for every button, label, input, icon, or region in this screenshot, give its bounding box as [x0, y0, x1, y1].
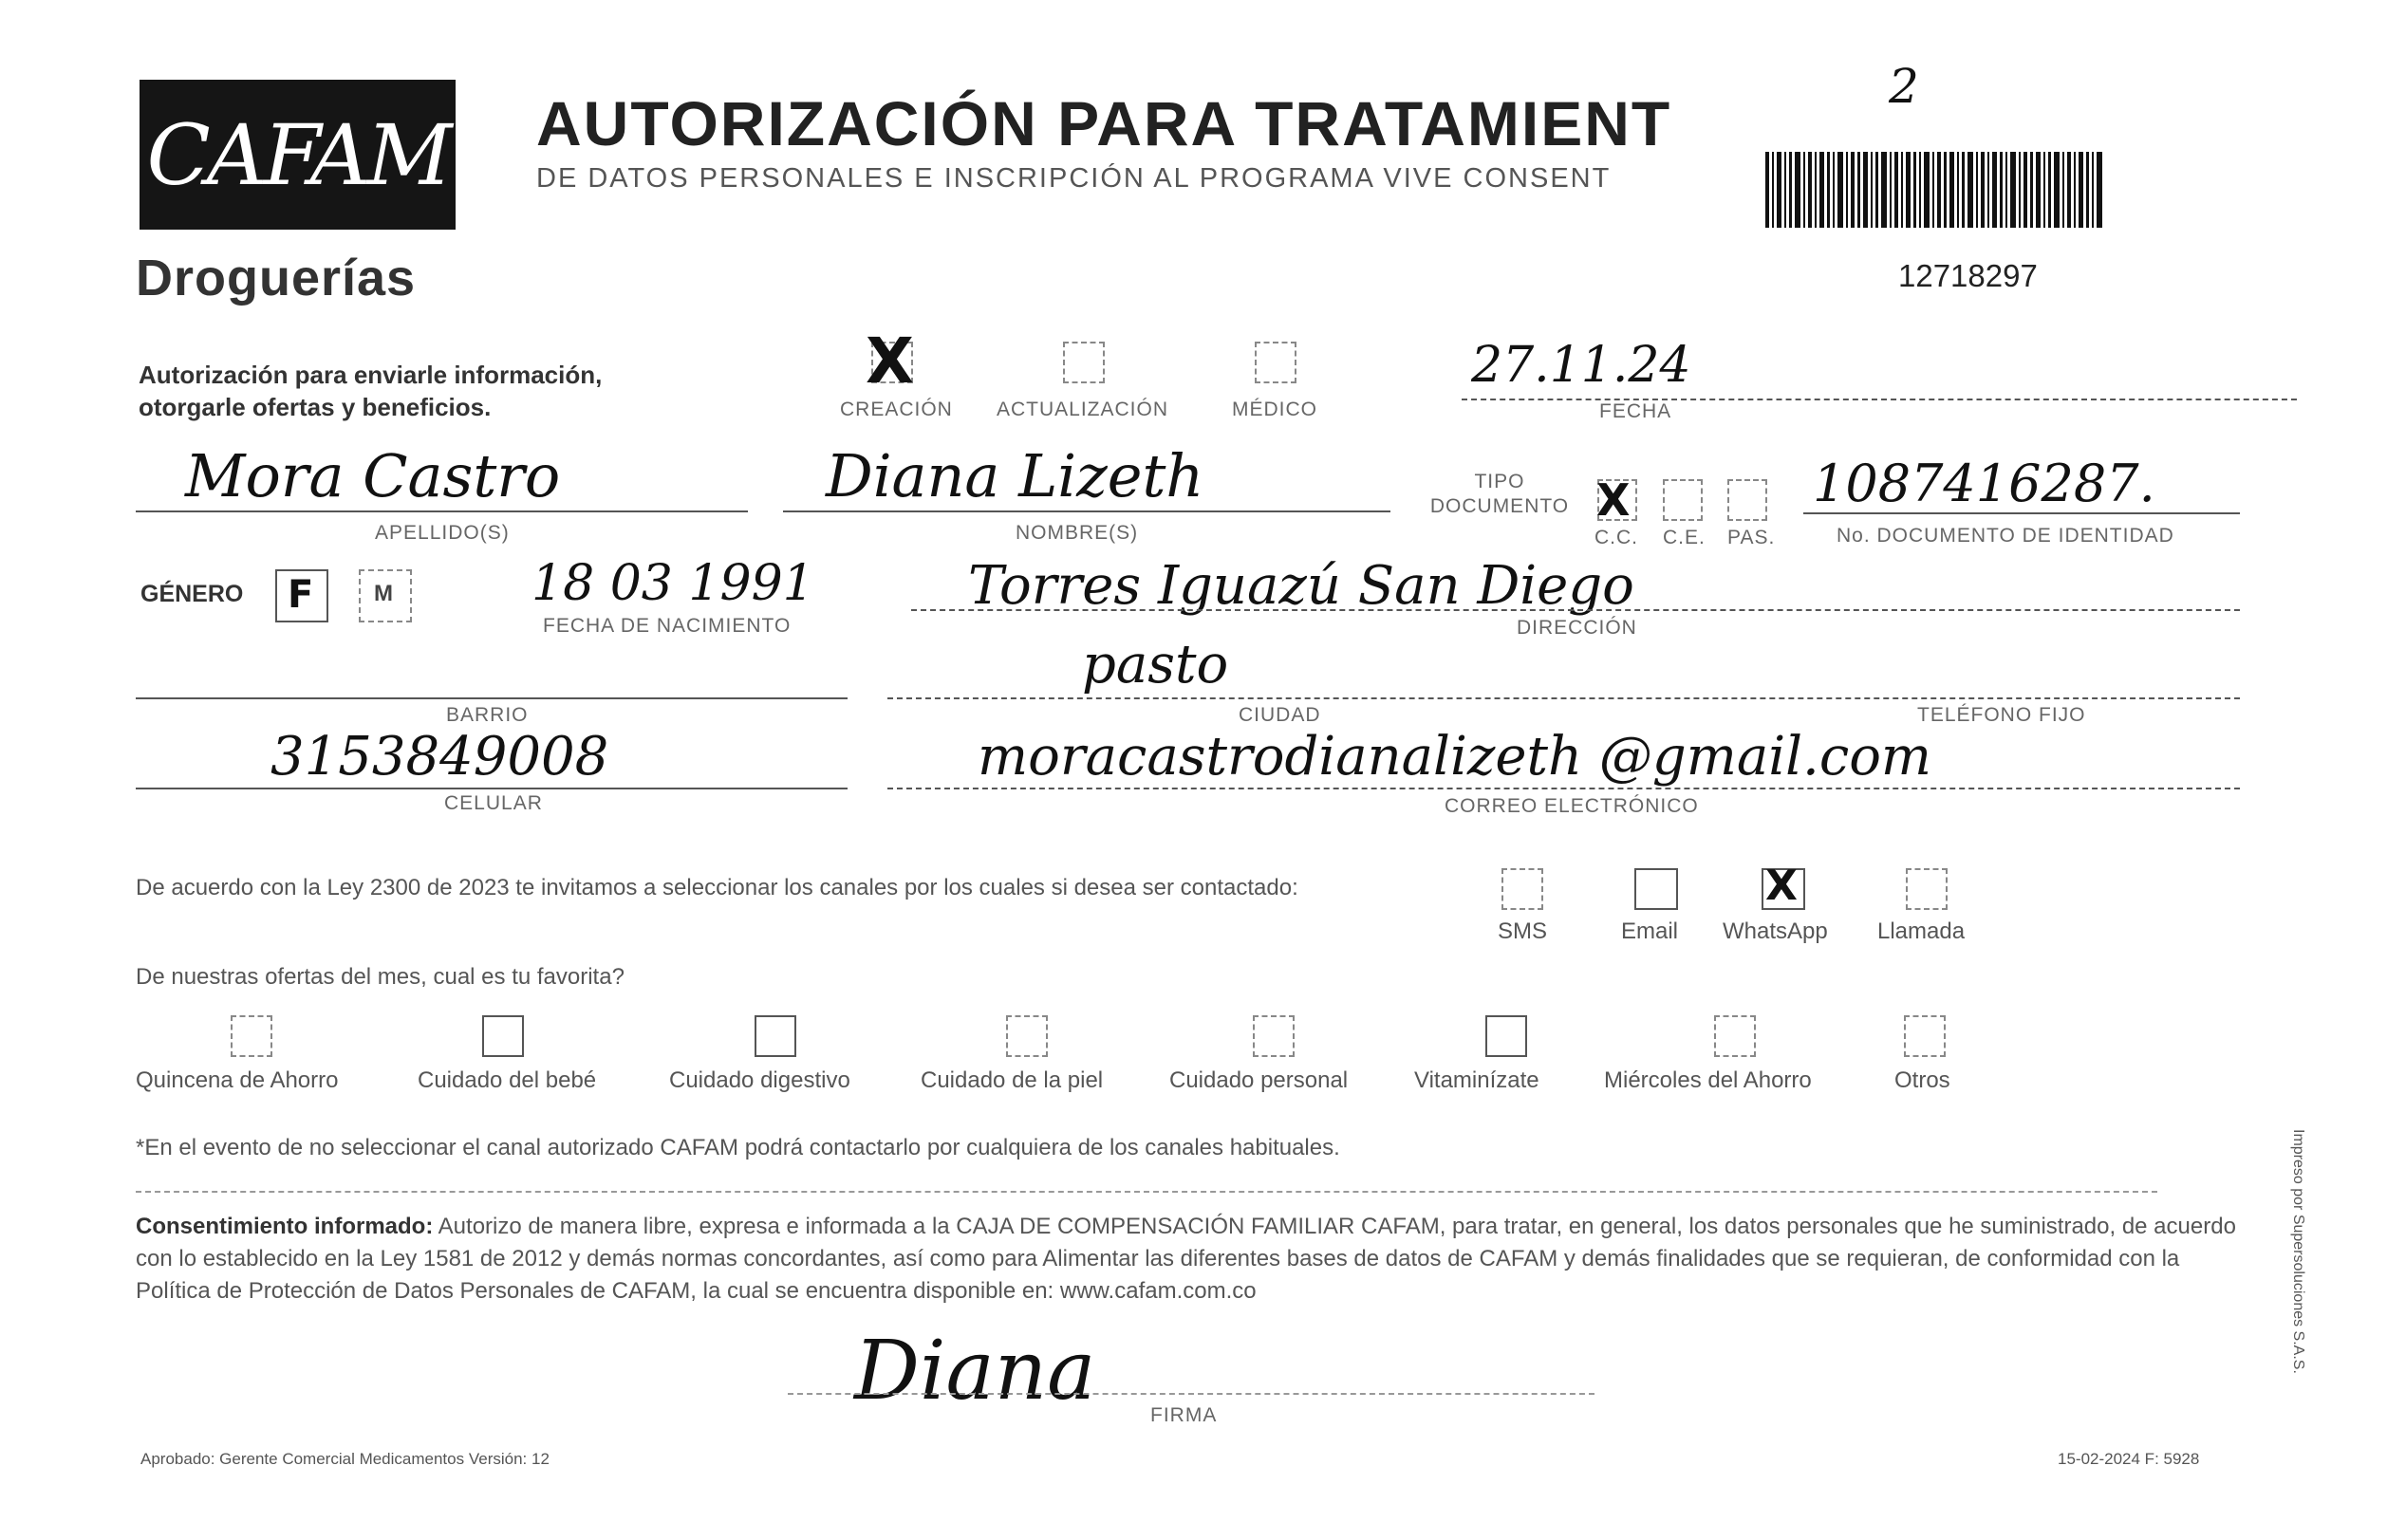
- nombres-value: Diana Lizeth: [826, 441, 1204, 510]
- actualizacion-label: ACTUALIZACIÓN: [997, 399, 1169, 420]
- celular-label: CELULAR: [444, 792, 543, 814]
- offer-checkbox-personal[interactable]: [1253, 1015, 1295, 1057]
- direccion-value: Torres Iguazú San Diego: [968, 555, 1634, 617]
- direccion-line: [911, 609, 2240, 611]
- offer-checkbox-miercoles[interactable]: [1714, 1015, 1756, 1057]
- offer-checkbox-piel[interactable]: [1006, 1015, 1048, 1057]
- serial-number: 12718297: [1898, 258, 2038, 293]
- printer-note: Impreso por Supersoluciones S.A.S.: [2290, 1129, 2306, 1374]
- email-label: Email: [1621, 918, 1679, 944]
- direccion-label: DIRECCIÓN: [1517, 617, 1637, 639]
- note-divider: [136, 1191, 2157, 1193]
- consent-paragraph: [136, 1211, 2238, 1308]
- medico-label: MÉDICO: [1232, 399, 1317, 420]
- intro-text: [139, 359, 746, 423]
- cafam-logo: [140, 80, 456, 230]
- celular-value: 3153849008: [270, 726, 609, 788]
- form-subtitle: DE DATOS PERSONALES E INSCRIPCIÓN AL PROGRAMA VIVE CONSENT: [536, 163, 1612, 194]
- sms-checkbox[interactable]: [1501, 868, 1543, 910]
- signature: Diana: [854, 1324, 1096, 1419]
- pas-label: PAS.: [1727, 527, 1776, 548]
- ce-label: C.E.: [1663, 527, 1706, 548]
- intro-line-2: otorgarle ofertas y beneficios.: [139, 393, 492, 421]
- date-code: 15-02-2024 F: 5928: [2058, 1450, 2200, 1468]
- apellidos-line: [136, 510, 748, 512]
- intro-line-1: Autorización para enviarle información,: [139, 361, 603, 389]
- ciudad-telefono-line: [887, 697, 2240, 699]
- ciudad-value: pasto: [1082, 634, 1229, 696]
- genero-label: GÉNERO: [140, 581, 244, 607]
- ce-checkbox[interactable]: [1663, 479, 1703, 521]
- offer-label-quincena: Quincena de Ahorro: [136, 1067, 339, 1093]
- consent-body: Autorizo de manera libre, expresa e informada a la CAJA DE COMPENSACIÓN FAMILIAR CAFAM, para tratar, en general, los datos personales que he suministrado, de acuerdo con lo establecido en la Ley 1581 de 2012 y demás normas concordantes, así como para Alimentar las diferentes bases de datos de CAFAM y demás finalidades que se requieran, de conformidad con la Política de Protección de Datos Personales de CAFAM, la cual se encuentra disponible en: www.cafam.com.co: [136, 1214, 2236, 1304]
- apellidos-label: APELLIDO(S): [375, 522, 510, 544]
- offer-label-otros: Otros: [1894, 1067, 1950, 1093]
- apellidos-value: Mora Castro: [185, 441, 561, 510]
- signature-line: [788, 1393, 1594, 1395]
- whatsapp-label: WhatsApp: [1723, 918, 1828, 944]
- actualizacion-checkbox[interactable]: [1063, 342, 1105, 383]
- fecha-label: FECHA: [1599, 400, 1672, 422]
- pas-checkbox[interactable]: [1727, 479, 1767, 521]
- fecha-value: 27.11.24: [1471, 337, 1691, 394]
- nacimiento-label: FECHA DE NACIMIENTO: [543, 615, 792, 637]
- offer-checkbox-bebe[interactable]: [482, 1015, 524, 1057]
- logo-text: CAFAM: [146, 105, 449, 204]
- barrio-label: BARRIO: [446, 704, 529, 726]
- documento-label: No. DOCUMENTO DE IDENTIDAD: [1837, 525, 2174, 547]
- offer-label-bebe: Cuidado del bebé: [418, 1067, 597, 1093]
- offer-label-vitaminizate: Vitaminízate: [1414, 1067, 1539, 1093]
- fecha-line: [1462, 399, 2297, 400]
- medico-checkbox[interactable]: [1255, 342, 1296, 383]
- nombres-line: [783, 510, 1390, 512]
- sms-label: SMS: [1498, 918, 1548, 944]
- llamada-label: Llamada: [1877, 918, 1966, 944]
- correo-value: moracastrodianalizeth @gmail.com: [978, 726, 1932, 788]
- offers-prompt: De nuestras ofertas del mes, cual es tu favorita?: [136, 964, 625, 990]
- correo-line: [887, 788, 2240, 789]
- consent-heading: Consentimiento informado:: [136, 1214, 434, 1239]
- telefono-label: TELÉFONO FIJO: [1917, 704, 2086, 726]
- ciudad-label: CIUDAD: [1239, 704, 1321, 726]
- nombres-label: NOMBRE(S): [1016, 522, 1139, 544]
- channels-prompt: De acuerdo con la Ley 2300 de 2023 te invitamos a seleccionar los canales por los cuales si desea ser contactado:: [136, 875, 1298, 900]
- genero-m-label: M: [374, 581, 393, 606]
- cc-label: C.C.: [1594, 527, 1638, 548]
- celular-line: [136, 788, 848, 789]
- offer-checkbox-quincena[interactable]: [231, 1015, 272, 1057]
- nacimiento-value: 18 03 1991: [531, 555, 814, 612]
- barrio-line: [136, 697, 848, 699]
- signature-label: FIRMA: [1150, 1404, 1218, 1426]
- email-checkbox[interactable]: [1634, 868, 1678, 910]
- form-title: AUTORIZACIÓN PARA TRATAMIENT: [536, 88, 1672, 158]
- documento-value: 1087416287.: [1813, 454, 2155, 513]
- corner-mark: 2: [1889, 59, 1919, 114]
- creacion-check-mark: X: [866, 325, 914, 398]
- approval-text: Aprobado: Gerente Comercial Medicamentos Versión: 12: [140, 1450, 550, 1468]
- offer-checkbox-digestivo[interactable]: [755, 1015, 796, 1057]
- channel-note: *En el evento de no seleccionar el canal autorizado CAFAM podrá contactarlo por cualquiera de los canales habituales.: [136, 1135, 1340, 1160]
- offer-checkbox-otros[interactable]: [1904, 1015, 1946, 1057]
- brand-subtitle: Droguerías: [136, 250, 417, 306]
- offer-label-piel: Cuidado de la piel: [921, 1067, 1104, 1093]
- creacion-label: CREACIÓN: [840, 399, 953, 420]
- cc-check-mark: X: [1596, 474, 1631, 526]
- offer-label-personal: Cuidado personal: [1169, 1067, 1349, 1093]
- tipo-documento-label: TIPO DOCUMENTO: [1429, 471, 1570, 517]
- barcode-icon: [1765, 152, 2102, 228]
- offer-label-miercoles: Miércoles del Ahorro: [1604, 1067, 1812, 1093]
- offer-checkbox-vitaminizate[interactable]: [1485, 1015, 1527, 1057]
- llamada-checkbox[interactable]: [1906, 868, 1948, 910]
- documento-line: [1803, 512, 2240, 514]
- genero-f-mark: F: [288, 573, 314, 617]
- whatsapp-check-mark: X: [1765, 862, 1798, 910]
- offer-label-digestivo: Cuidado digestivo: [669, 1067, 850, 1093]
- correo-label: CORREO ELECTRÓNICO: [1445, 795, 1699, 817]
